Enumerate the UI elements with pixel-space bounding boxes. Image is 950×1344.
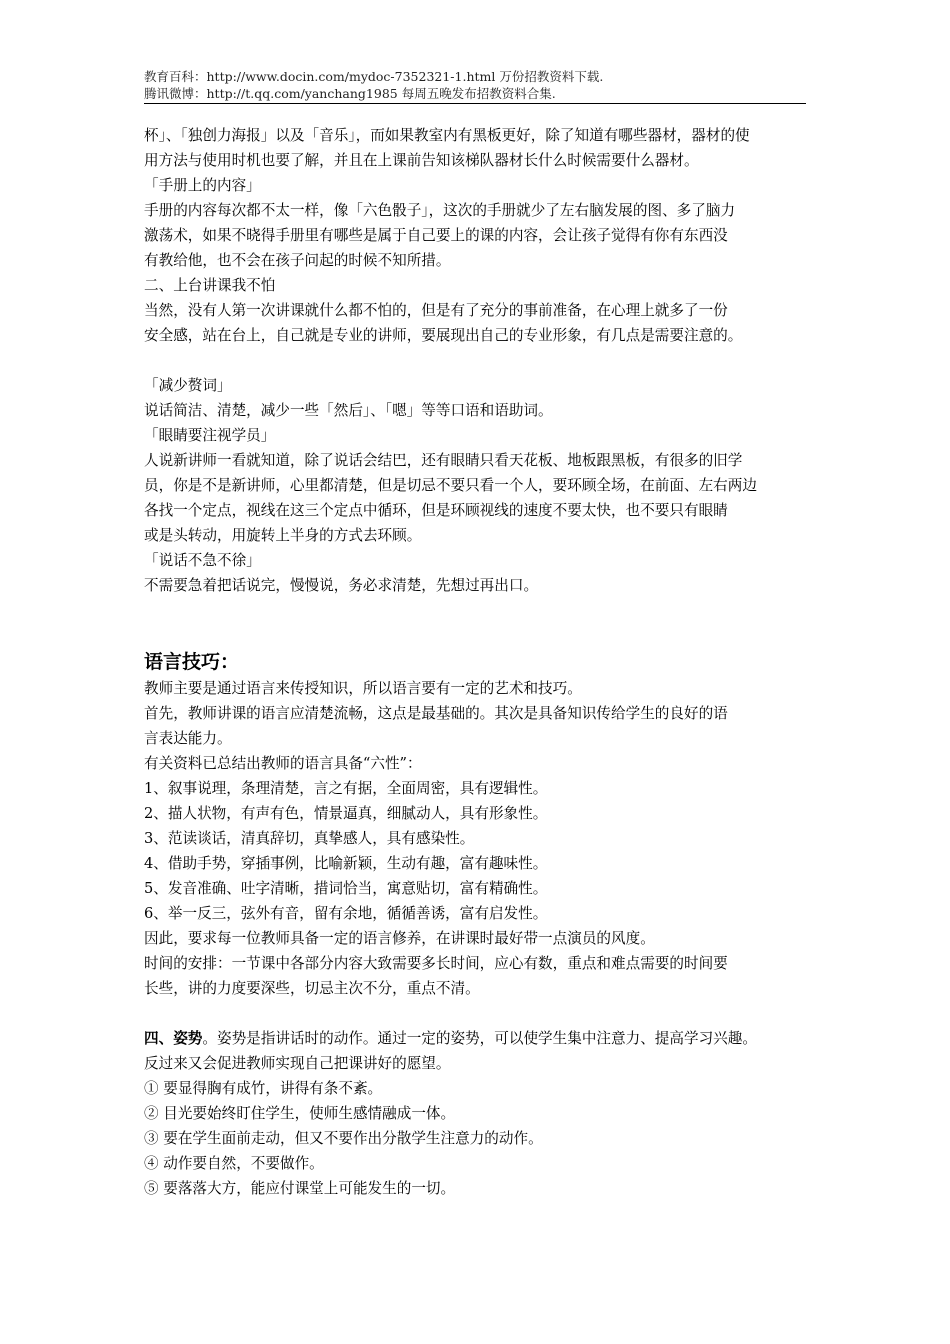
paragraph: 教师主要是通过语言来传授知识，所以语言要有一定的艺术和技巧。 (144, 680, 582, 697)
paragraph: 激荡术，如果不晓得手册里有哪些是属于自己要上的课的内容，会让孩子觉得有你有东西没 (144, 227, 728, 244)
list-item: ② 目光要始终盯住学生，使师生感情融成一体。 (144, 1105, 456, 1122)
page-header (144, 68, 806, 104)
list-item: 5、发音准确、吐字清晰，措词恰当，寓意贴切，富有精确性。 (144, 880, 548, 897)
list-item: 4、借助手势，穿插事例，比喻新颖，生动有趣，富有趣味性。 (144, 855, 548, 872)
paragraph: 手册的内容每次都不太一样，像「六色骰子」，这次的手册就少了左右脑发展的图、多了脑力 (144, 202, 736, 219)
paragraph: 或是头转动，用旋转上半身的方式去环顾。 (144, 527, 422, 544)
paragraph: 不需要急着把话说完，慢慢说，务必求清楚，先想过再出口。 (144, 577, 539, 594)
subheading: 「眼睛要注视学员」 (144, 427, 276, 444)
paragraph: 各找一个定点，视线在这三个定点中循环，但是环顾视线的速度不要太快，也不要只有眼睛 (144, 502, 728, 519)
list-item: 6、举一反三，弦外有音，留有余地，循循善诱，富有启发性。 (144, 905, 548, 922)
paragraph: 人说新讲师一看就知道，除了说话会结巴，还有眼睛只看天花板、地板跟黑板，有很多的旧学 (144, 452, 743, 469)
paragraph: 言表达能力。 (144, 730, 232, 747)
list-item: ③ 要在学生面前走动，但又不要作出分散学生注意力的动作。 (144, 1130, 543, 1147)
list-item: 2、描人状物，有声有色，情景逼真，细腻动人，具有形象性。 (144, 805, 548, 822)
header-line-docin: 教育百科：http://www.docin.com/mydoc-7352321-1.html 万份招教资料下载. (144, 69, 604, 84)
paragraph: 时间的安排：一节课中各部分内容大致需要多长时间，应心有数，重点和难点需要的时间要 (144, 955, 728, 972)
section-heading: 二、上台讲课我不怕 (144, 277, 276, 294)
paragraph: 首先，教师讲课的语言应清楚流畅，这点是最基础的。其次是具备知识传给学生的良好的语 (144, 705, 728, 722)
paragraph: 反过来又会促进教师实现自己把课讲好的愿望。 (144, 1055, 451, 1072)
section-heading-language: 语言技巧： (144, 651, 240, 673)
header-line-weibo: 腾讯微博：http://t.qq.com/yanchang1985 每周五晚发布招教资料合集. (144, 86, 556, 101)
section-heading-posture: 四、姿势 (144, 1030, 203, 1047)
paragraph: 当然，没有人第一次讲课就什么都不怕的，但是有了充分的事前准备，在心理上就多了一份 (144, 302, 728, 319)
paragraph: 用方法与使用时机也要了解，并且在上课前告知该梯队器材长什么时候需要什么器材。 (144, 152, 699, 169)
subheading: 「减少赘词」 (144, 377, 232, 394)
list-item: ① 要显得胸有成竹，讲得有条不紊。 (144, 1080, 383, 1097)
paragraph: 说话简洁、清楚，减少一些「然后」、「嗯」等等口语和语助词。 (144, 402, 553, 419)
list-item: ④ 动作要自然，不要做作。 (144, 1155, 324, 1172)
posture-intro: 。姿势是指讲话时的动作。通过一定的姿势，可以使学生集中注意力、提高学习兴趣。 (202, 1030, 757, 1047)
subheading: 「说话不急不徐」 (144, 552, 261, 569)
paragraph: 长些，讲的力度要深些，切忌主次不分，重点不清。 (144, 980, 480, 997)
paragraph-posture (144, 1026, 808, 1051)
paragraph: 有关资料已总结出教师的语言具备“六性”： (144, 755, 422, 772)
list-item: 1、叙事说理，条理清楚，言之有据，全面周密，具有逻辑性。 (144, 780, 548, 797)
list-item: 3、范读谈话，清真辞切，真挚感人，具有感染性。 (144, 830, 475, 847)
paragraph: 安全感，站在台上，自己就是专业的讲师，要展现出自己的专业形象，有几点是需要注意的。 (144, 327, 743, 344)
paragraph: 因此，要求每一位教师具备一定的语言修养，在讲课时最好带一点演员的风度。 (144, 930, 655, 947)
subheading: 「手册上的内容」 (144, 177, 261, 194)
document-body (144, 123, 808, 1201)
paragraph: 员，你是不是新讲师，心里都清楚，但是切忌不要只看一个人，要环顾全场，在前面、左右两边 (144, 477, 757, 494)
paragraph: 有教给他，也不会在孩子问起的时候不知所措。 (144, 252, 451, 269)
list-item: ⑤ 要落落大方，能应付课堂上可能发生的一切。 (144, 1180, 456, 1197)
paragraph: 杯」、「独创力海报」以及「音乐」，而如果教室内有黑板更好，除了知道有哪些器材，器材的使 (144, 127, 750, 144)
